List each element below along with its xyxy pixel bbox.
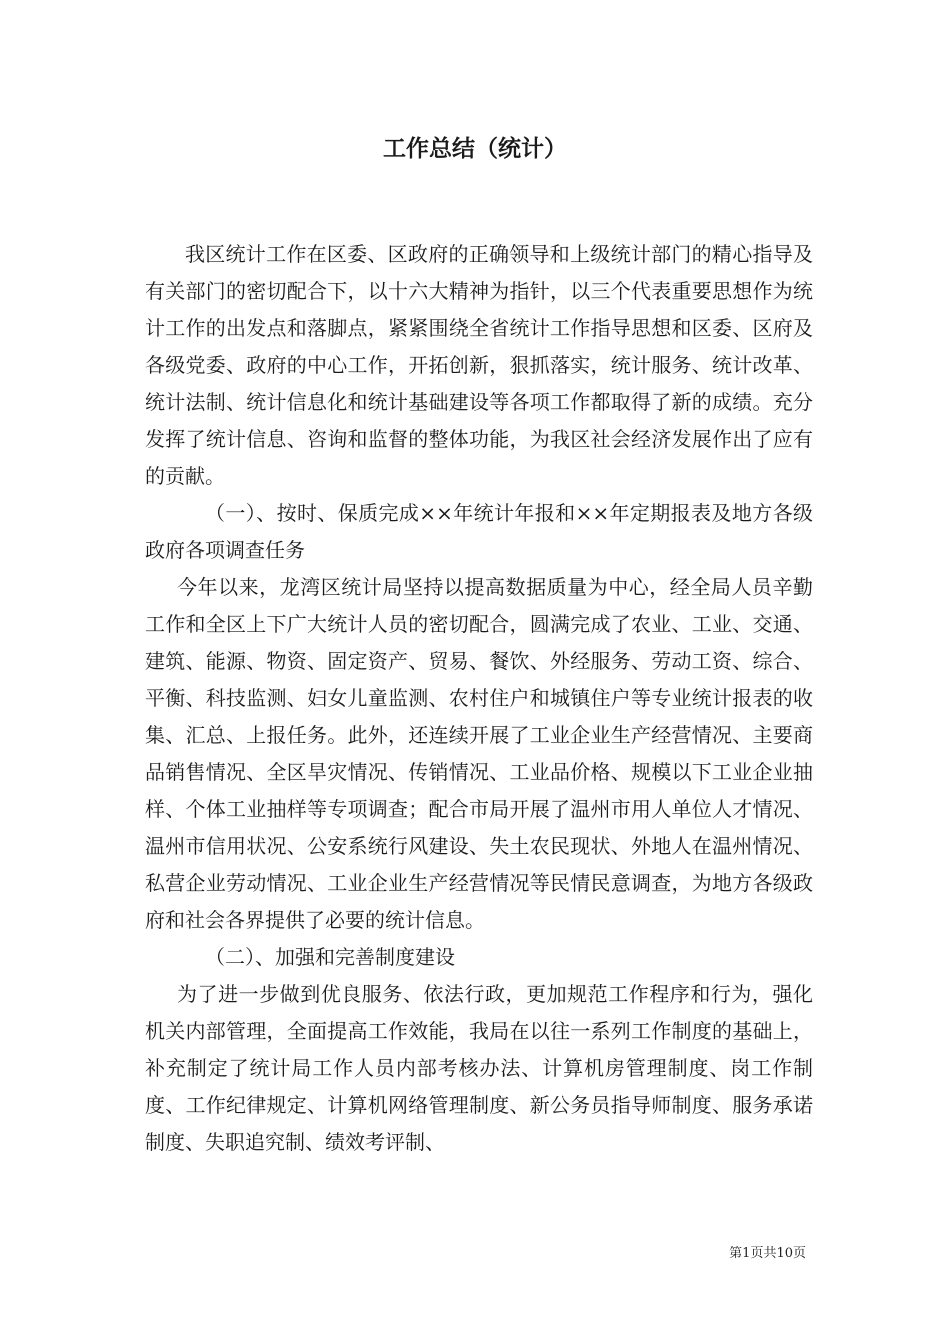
document-body [145,236,813,1161]
page-number: 第1页共10页 [729,1246,806,1261]
section-heading-2: （二）、加强和完善制度建设 [205,945,455,969]
section-heading-1: （一）、按时、保质完成××年统计年报和××年定期报表及地方各级政府各项调查任务 [145,501,813,562]
paragraph-section-2: 为了进一步做到优良服务、依法行政，更加规范工作程序和行为，强化机关内部管理，全面提高工作效能，我局在以往一系列工作制度的基础上，补充制定了统计局工作人员内部考核办法、计算机房管理制度、岗工作制度、工作纪律规定、计算机网络管理制度、新公务员指导师制度、服务承诺制度、失职追究制、绩效考评制、 [145,982,813,1154]
paragraph-intro: 我区统计工作在区委、区政府的正确领导和上级统计部门的精心指导及有关部门的密切配合下，以十六大精神为指针，以三个代表重要思想作为统计工作的出发点和落脚点，紧紧围绕全省统计工作指导思想和区委、区府及各级党委、政府的中心工作，开拓创新，狠抓落实，统计服务、统计改革、统计法制、统计信息化和统计基础建设等各项工作都取得了新的成绩。充分发挥了统计信息、咨询和监督的整体功能，为我区社会经济发展作出了应有的贡献。 [145,242,813,488]
document-title: 工作总结（统计） [383,136,567,162]
paragraph-section-1: 今年以来，龙湾区统计局坚持以提高数据质量为中心，经全局人员辛勤工作和全区上下广大统计人员的密切配合，圆满完成了农业、工业、交通、建筑、能源、物资、固定资产、贸易、餐饮、外经服务、劳动工资、综合、平衡、科技监测、妇女儿童监测、农村住户和城镇住户等专业统计报表的收集、汇总、上报任务。此外，还连续开展了工业企业生产经营情况、主要商品销售情况、全区旱灾情况、传销情况、工业品价格、规模以下工业企业抽样、个体工业抽样等专项调查；配合市局开展了温州市用人单位人才情况、温州市信用状况、公安系统行风建设、失土农民现状、外地人在温州情况、私营企业劳动情况、工业企业生产经营情况等民情民意调查，为地方各级政府和社会各界提供了必要的统计信息。 [145,575,813,932]
